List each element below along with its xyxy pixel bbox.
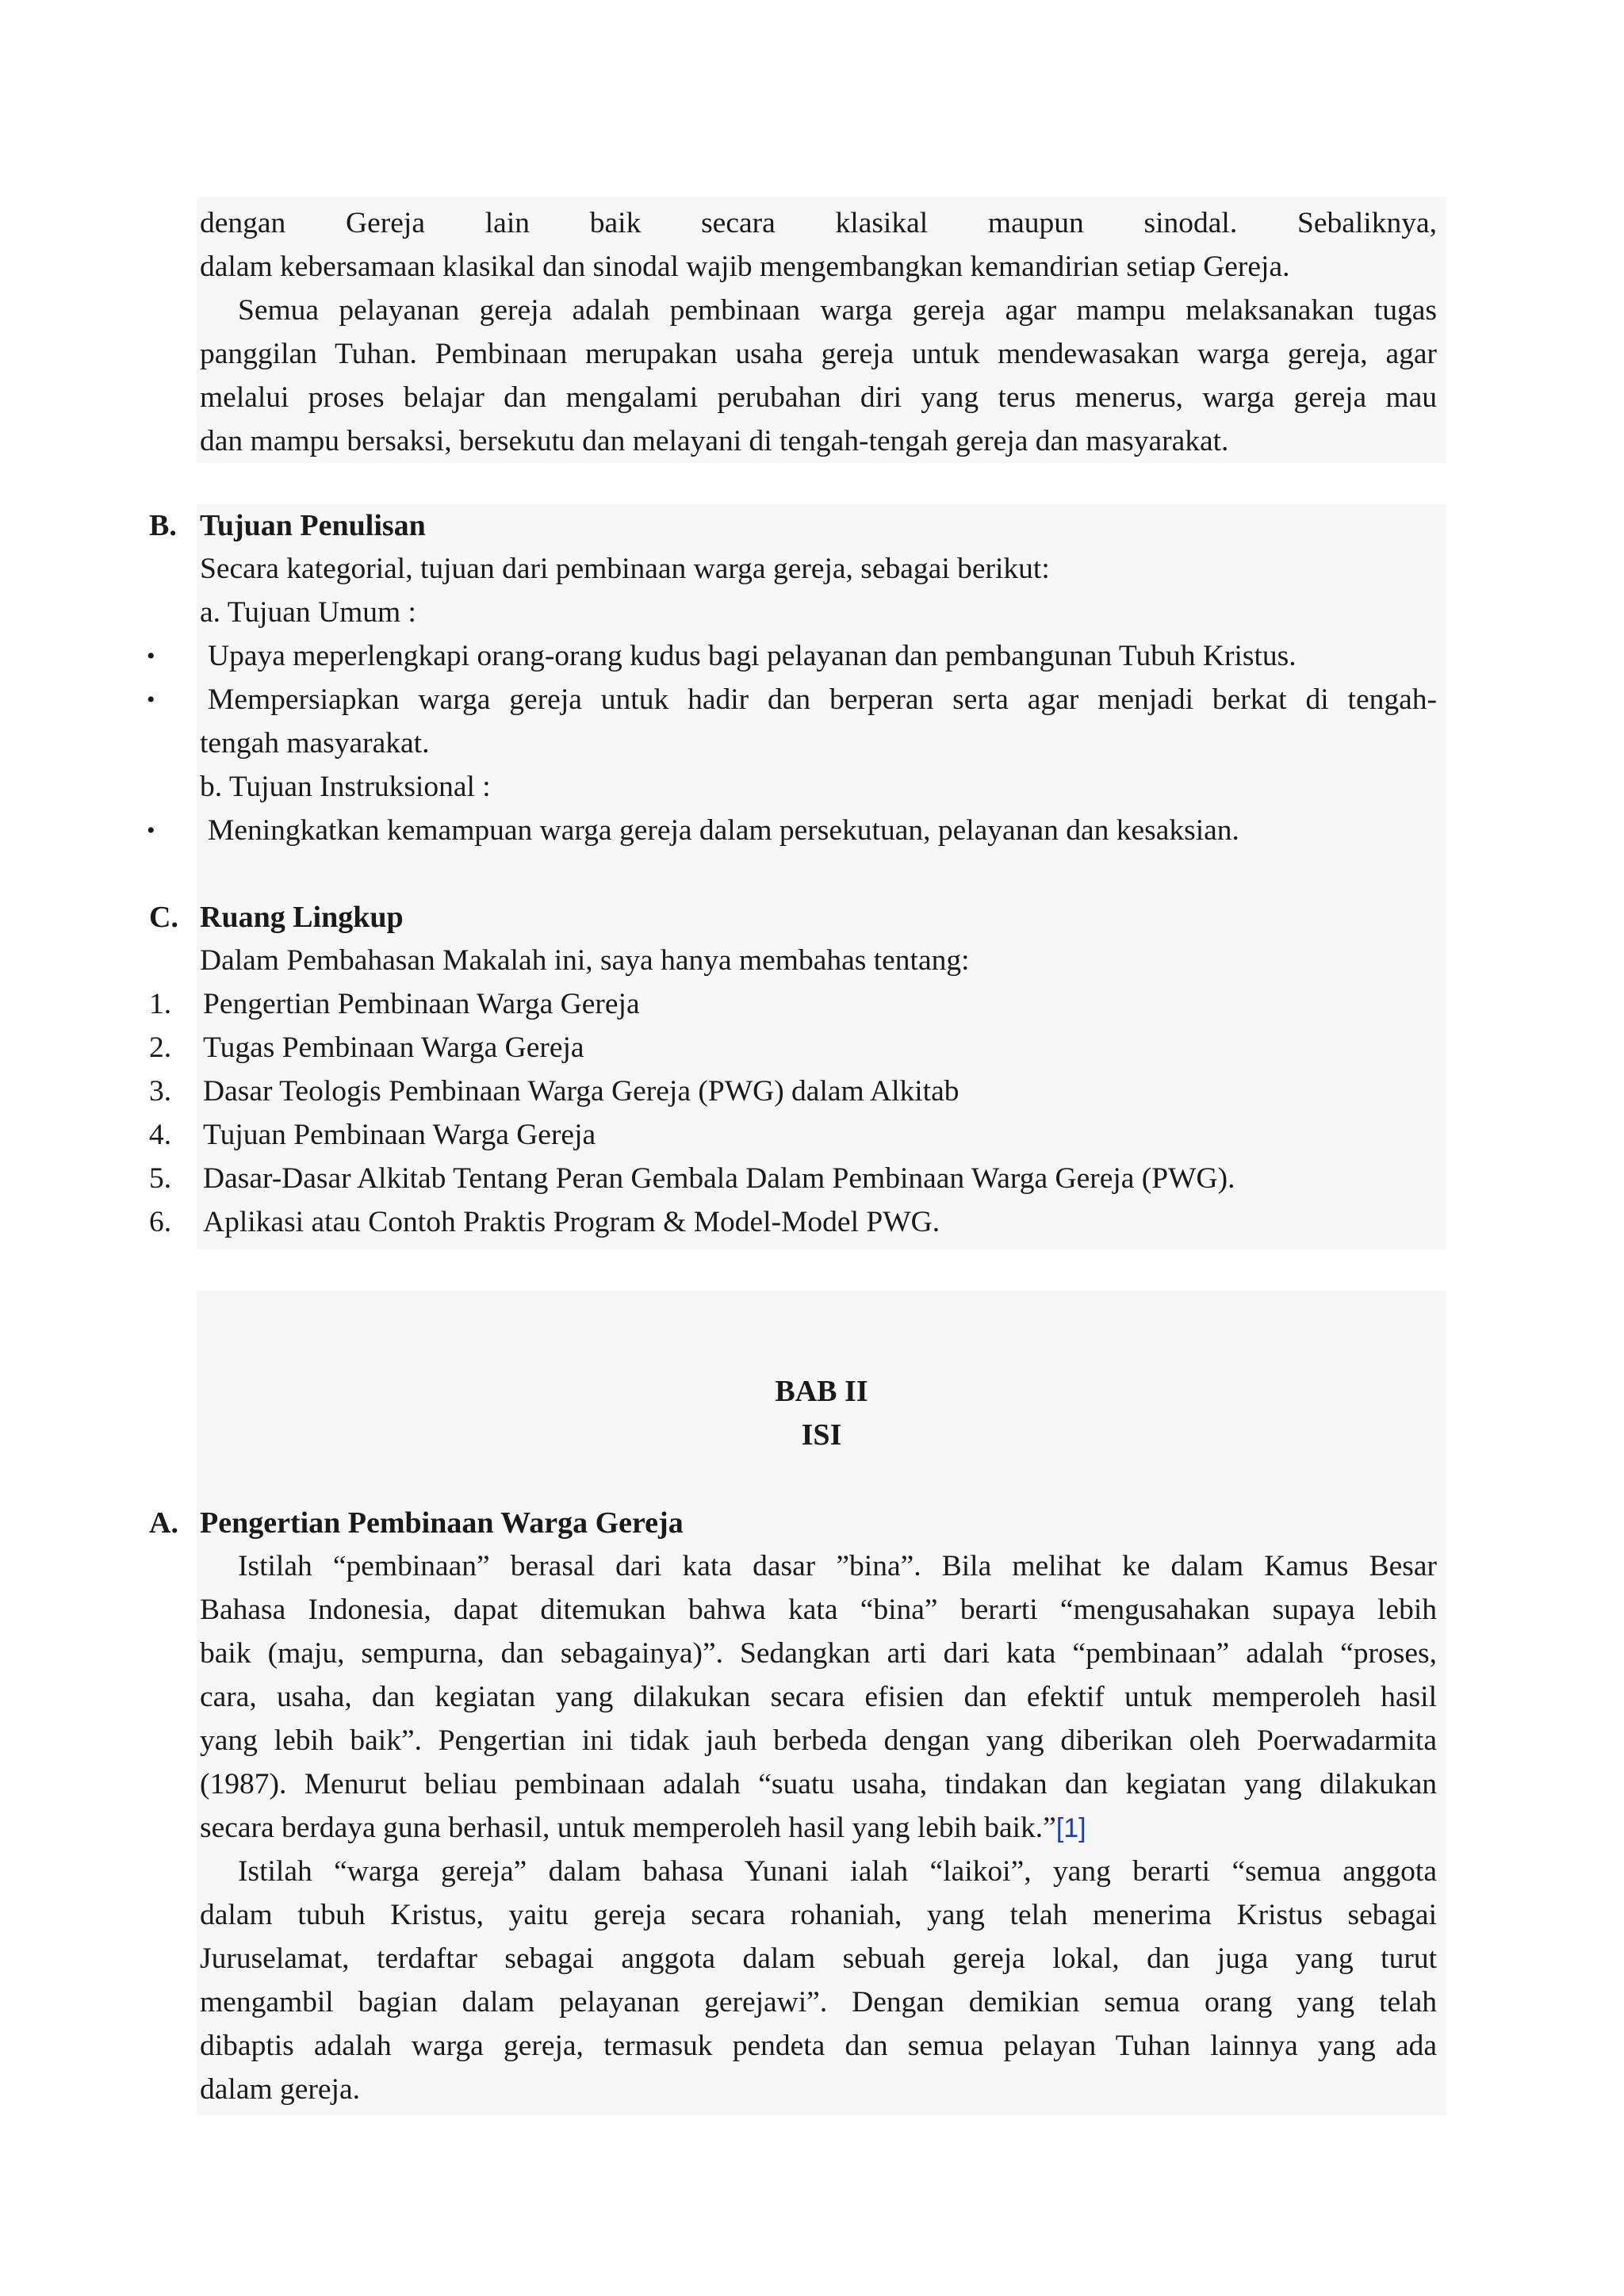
intro-line: dalam kebersamaan klasikal dan sinodal wajib mengembangkan kemandirian setiap Gereja. xyxy=(200,251,1290,283)
section-letter: A. xyxy=(149,1506,178,1540)
section-letter: C. xyxy=(149,901,178,934)
section-title: Ruang Lingkup xyxy=(200,901,404,934)
bullet-item: Meningkatkan kemampuan warga gereja dalam persekutuan, pelayanan dan kesaksian. xyxy=(208,814,1239,847)
intro-line: panggilan Tuhan. Pembinaan merupakan usaha gereja untuk mendewasakan warga gereja, agar xyxy=(200,338,1437,370)
intro-line: dengan Gereja lain baik secara klasikal maupun sinodal. Sebaliknya, xyxy=(200,207,1437,239)
list-item: Dasar-Dasar Alkitab Tentang Peran Gembala Dalam Pembinaan Warga Gereja (PWG). xyxy=(203,1162,1235,1195)
list-item: Tugas Pembinaan Warga Gereja xyxy=(203,1031,584,1064)
list-item: Tujuan Pembinaan Warga Gereja xyxy=(203,1119,596,1151)
list-number: 5. xyxy=(149,1162,172,1195)
list-number: 3. xyxy=(149,1075,172,1108)
list-item: Pengertian Pembinaan Warga Gereja xyxy=(203,988,640,1020)
paragraph-line: cara, usaha, dan kegiatan yang dilakukan secara efisien dan efektif untuk memperoleh hasil xyxy=(200,1681,1437,1713)
section-a-heading xyxy=(149,1502,684,1544)
list-item: Aplikasi atau Contoh Praktis Program & Model-Model PWG. xyxy=(203,1206,940,1238)
paragraph-line: baik (maju, sempurna, dan sebagainya)”. Sedangkan arti dari kata “pembinaan” adalah “proses, xyxy=(200,1637,1437,1670)
bullet-item: Mempersiapkan warga gereja untuk hadir dan berperan serta agar menjadi berkat di tengah- xyxy=(208,683,1437,716)
paragraph-line xyxy=(200,1807,1437,1850)
intro-line: dan mampu bersaksi, bersekutu dan melayani di tengah-tengah gereja dan masyarakat. xyxy=(200,425,1229,457)
bullet-item: Upaya meperlengkapi orang-orang kudus bagi pelayanan dan pembangunan Tubuh Kristus. xyxy=(208,640,1297,672)
subheading-tujuan-umum: a. Tujuan Umum : xyxy=(200,596,416,629)
bullet-item-continuation: tengah masyarakat. xyxy=(200,727,430,760)
bullet-icon: • xyxy=(147,687,155,713)
paragraph-text: secara berdaya guna berhasil, untuk memperoleh hasil yang lebih baik.” xyxy=(200,1812,1056,1844)
paragraph-line: Bahasa Indonesia, dapat ditemukan bahwa kata “bina” berarti “mengusahakan supaya lebih xyxy=(200,1594,1437,1626)
paragraph-line: Juruselamat, terdaftar sebagai anggota dalam sebuah gereja lokal, dan juga yang turut xyxy=(200,1942,1437,1975)
paragraph-line: (1987). Menurut beliau pembinaan adalah “suatu usaha, tindakan dan kegiatan yang dilakukan xyxy=(200,1768,1437,1800)
subheading-tujuan-instruksional: b. Tujuan Instruksional : xyxy=(200,771,491,803)
section-b-intro: Secara kategorial, tujuan dari pembinaan warga gereja, sebagai berikut: xyxy=(200,553,1050,585)
chapter-title: ISI xyxy=(801,1418,842,1452)
paragraph-line: Istilah “pembinaan” berasal dari kata dasar ”bina”. Bila melihat ke dalam Kamus Besar xyxy=(238,1550,1437,1582)
paragraph-line: dalam gereja. xyxy=(200,2073,360,2106)
intro-line: Semua pelayanan gereja adalah pembinaan warga gereja agar mampu melaksanakan tugas xyxy=(238,294,1437,327)
bullet-icon: • xyxy=(147,643,155,669)
bullet-icon: • xyxy=(147,817,155,844)
list-number: 4. xyxy=(149,1119,172,1151)
list-number: 6. xyxy=(149,1206,172,1238)
paragraph-line: dibaptis adalah warga gereja, termasuk pendeta dan semua pelayan Tuhan lainnya yang ada xyxy=(200,2030,1437,2062)
list-number: 2. xyxy=(149,1031,172,1064)
section-letter: B. xyxy=(149,509,177,542)
section-c-intro: Dalam Pembahasan Makalah ini, saya hanya membahas tentang: xyxy=(200,944,970,977)
section-title: Pengertian Pembinaan Warga Gereja xyxy=(200,1506,684,1540)
section-title: Tujuan Penulisan xyxy=(200,509,426,542)
intro-line: melalui proses belajar dan mengalami perubahan diri yang terus menerus, warga gereja mau xyxy=(200,381,1437,414)
paragraph-line: Istilah “warga gereja” dalam bahasa Yunani ialah “laikoi”, yang berarti “semua anggota xyxy=(238,1855,1437,1888)
footnote-link[interactable]: [1] xyxy=(1055,1813,1086,1843)
chapter-number: BAB II xyxy=(775,1375,868,1408)
section-c-heading xyxy=(149,896,404,939)
list-number: 1. xyxy=(149,988,172,1020)
paragraph-line: dalam tubuh Kristus, yaitu gereja secara rohaniah, yang telah menerima Kristus sebagai xyxy=(200,1899,1437,1931)
paragraph-line: mengambil bagian dalam pelayanan gerejawi”. Dengan demikian semua orang yang telah xyxy=(200,1986,1437,2019)
paragraph-line: yang lebih baik”. Pengertian ini tidak jauh berbeda dengan yang diberikan oleh Poerwadarmita xyxy=(200,1724,1437,1757)
section-b-heading xyxy=(149,504,426,547)
list-item: Dasar Teologis Pembinaan Warga Gereja (PWG) dalam Alkitab xyxy=(203,1075,959,1108)
